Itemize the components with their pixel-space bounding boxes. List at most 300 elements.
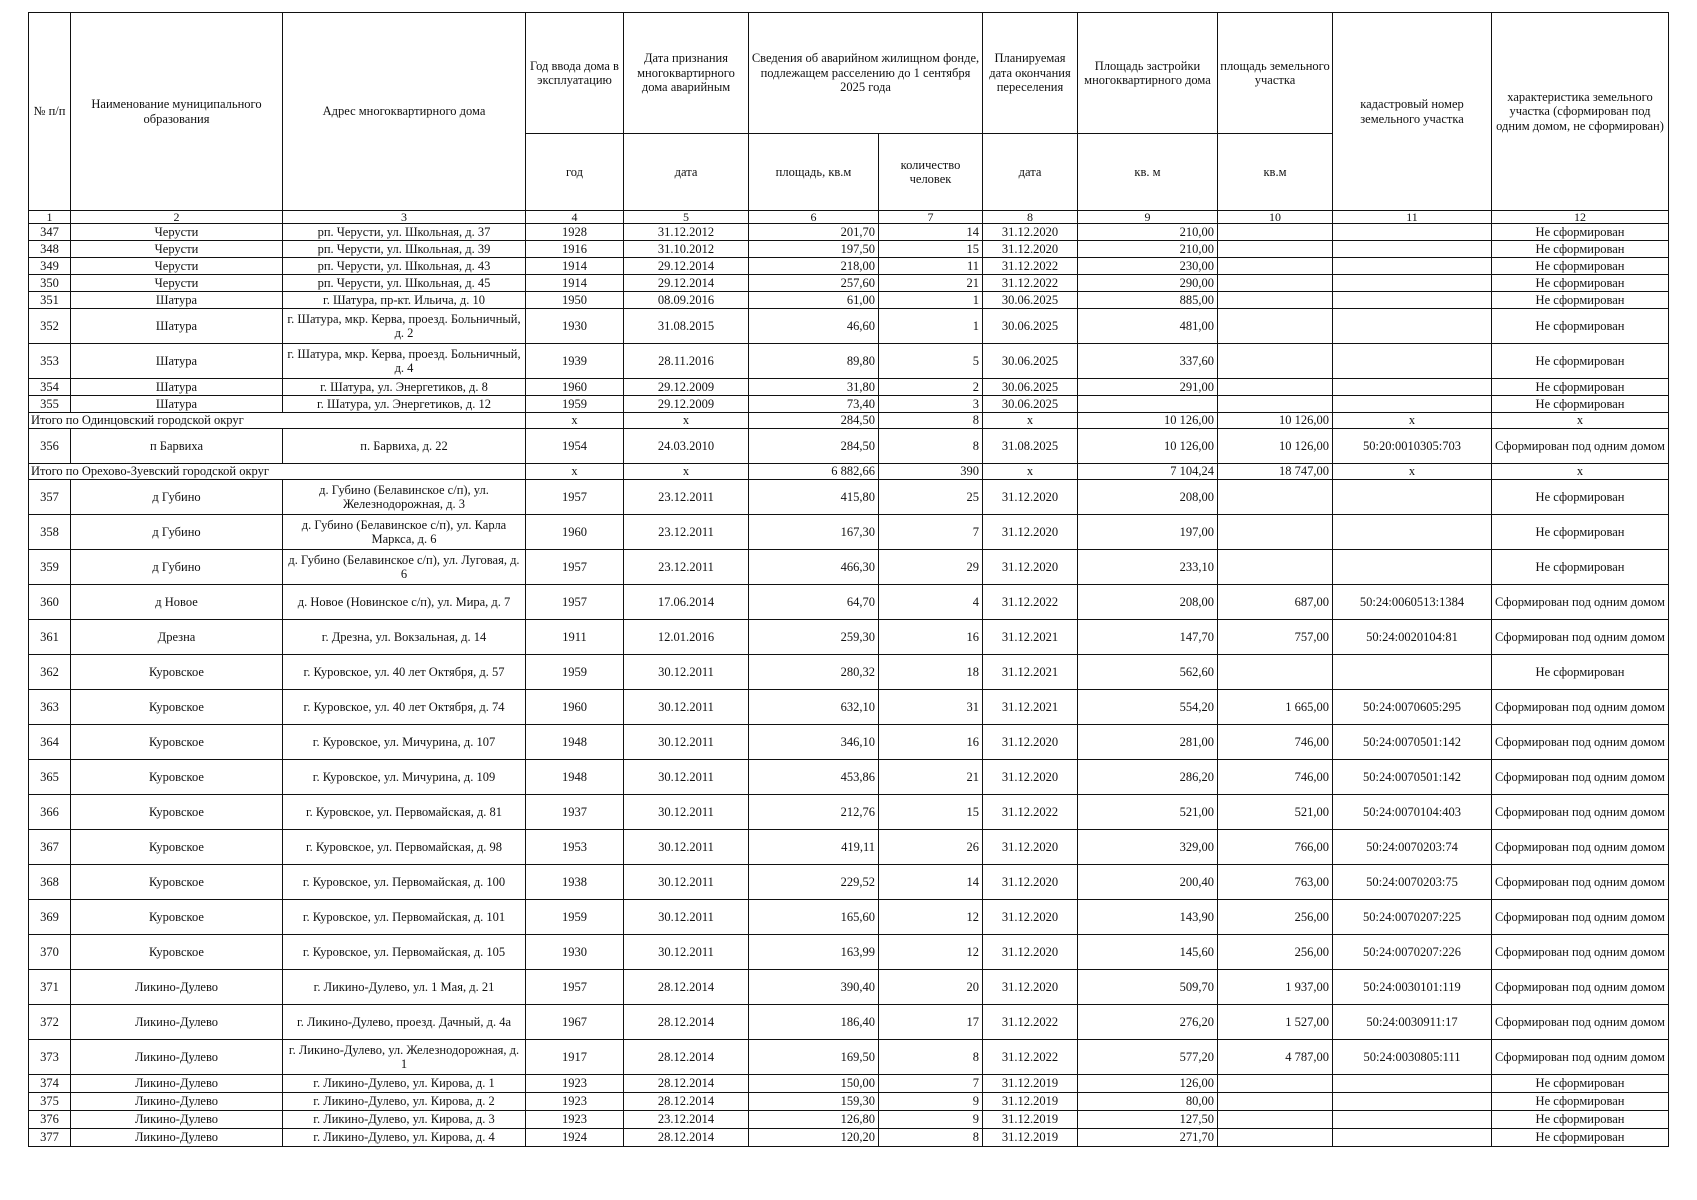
cell-people-count: 15 [879,241,983,258]
cell-emergency-date: 23.12.2014 [624,1111,749,1129]
header-land-characteristic: характеристика земельного участка (сформирован под одним домом, не сформирован) [1492,13,1669,211]
cell-people-count: 26 [879,830,983,865]
cell-people-count: 15 [879,795,983,830]
subtotal-emergency-date: x [624,413,749,429]
cell-cadastral-number [1333,655,1492,690]
cell-land-area: 766,00 [1218,830,1333,865]
header-cadastral-number: кадастровый номер земельного участка [1333,13,1492,211]
cell-row-number: 373 [29,1040,71,1075]
cell-people-count: 1 [879,292,983,309]
cell-people-count: 7 [879,515,983,550]
cell-row-number: 376 [29,1111,71,1129]
cell-municipality: Дрезна [71,620,283,655]
column-number: 11 [1333,211,1492,224]
cell-cadastral-number: 50:24:0060513:1384 [1333,585,1492,620]
table-row [29,480,1669,515]
cell-people-count: 7 [879,1075,983,1093]
cell-municipality: Шатура [71,396,283,413]
cell-municipality: Куровское [71,760,283,795]
cell-land-area [1218,241,1333,258]
header-address: Адрес многоквартирного дома [283,13,526,211]
header-planned-date: Планируемая дата окончания переселения [983,13,1078,134]
cell-planned-date: 31.12.2022 [983,585,1078,620]
table-row [29,865,1669,900]
cell-land-area [1218,1075,1333,1093]
cell-cadastral-number: 50:24:0070203:74 [1333,830,1492,865]
cell-emergency-area: 419,11 [749,830,879,865]
cell-people-count: 1 [879,309,983,344]
cell-people-count: 20 [879,970,983,1005]
cell-year-built: 1957 [526,585,624,620]
cell-municipality: Куровское [71,865,283,900]
cell-building-area: 10 126,00 [1078,429,1218,464]
cell-address: рп. Черусти, ул. Школьная, д. 37 [283,224,526,241]
table-row [29,970,1669,1005]
cell-land-characteristic: Сформирован под одним домом [1492,900,1669,935]
cell-emergency-date: 28.12.2014 [624,1040,749,1075]
cell-emergency-date: 30.12.2011 [624,725,749,760]
column-number: 3 [283,211,526,224]
cell-emergency-area: 229,52 [749,865,879,900]
cell-people-count: 17 [879,1005,983,1040]
table-row [29,344,1669,379]
cell-cadastral-number [1333,1093,1492,1111]
column-number: 12 [1492,211,1669,224]
cell-building-area [1078,396,1218,413]
cell-emergency-area: 201,70 [749,224,879,241]
cell-cadastral-number: 50:24:0020104:81 [1333,620,1492,655]
cell-address: рп. Черусти, ул. Школьная, д. 39 [283,241,526,258]
cell-year-built: 1948 [526,760,624,795]
cell-year-built: 1957 [526,970,624,1005]
header-year-built: Год ввода дома в эксплуатацию [526,13,624,134]
cell-year-built: 1960 [526,379,624,396]
cell-municipality: п Барвиха [71,429,283,464]
cell-emergency-date: 30.12.2011 [624,795,749,830]
subtotal-building-area: 7 104,24 [1078,464,1218,480]
cell-row-number: 350 [29,275,71,292]
cell-emergency-area: 31,80 [749,379,879,396]
cell-emergency-date: 30.12.2011 [624,935,749,970]
cell-year-built: 1923 [526,1111,624,1129]
subheader-people: количество человек [879,134,983,211]
cell-address: д. Губино (Белавинское с/п), ул. Карла Маркса, д. 6 [283,515,526,550]
cell-people-count: 12 [879,935,983,970]
cell-row-number: 377 [29,1129,71,1147]
cell-emergency-date: 23.12.2011 [624,550,749,585]
cell-year-built: 1930 [526,935,624,970]
cell-emergency-area: 150,00 [749,1075,879,1093]
cell-emergency-area: 284,50 [749,429,879,464]
cell-land-characteristic: Не сформирован [1492,480,1669,515]
cell-row-number: 358 [29,515,71,550]
table-row [29,655,1669,690]
cell-address: г. Куровское, ул. Первомайская, д. 100 [283,865,526,900]
column-number: 4 [526,211,624,224]
cell-row-number: 368 [29,865,71,900]
cell-land-area: 1 527,00 [1218,1005,1333,1040]
cell-municipality: д Губино [71,550,283,585]
cell-municipality: Шатура [71,344,283,379]
table-row [29,429,1669,464]
cell-emergency-area: 120,20 [749,1129,879,1147]
cell-planned-date: 31.12.2020 [983,550,1078,585]
cell-people-count: 12 [879,900,983,935]
cell-row-number: 352 [29,309,71,344]
cell-emergency-date: 30.12.2011 [624,760,749,795]
header-land-area: площадь земельного участка [1218,13,1333,134]
cell-cadastral-number: 50:24:0070104:403 [1333,795,1492,830]
cell-land-area [1218,292,1333,309]
cell-planned-date: 30.06.2025 [983,379,1078,396]
cell-emergency-date: 30.12.2011 [624,830,749,865]
cell-land-characteristic: Сформирован под одним домом [1492,725,1669,760]
cell-year-built: 1916 [526,241,624,258]
cell-row-number: 347 [29,224,71,241]
cell-emergency-area: 126,80 [749,1111,879,1129]
cell-land-characteristic: Не сформирован [1492,655,1669,690]
cell-year-built: 1957 [526,480,624,515]
cell-land-area: 757,00 [1218,620,1333,655]
cell-municipality: Куровское [71,935,283,970]
cell-emergency-date: 23.12.2011 [624,515,749,550]
cell-planned-date: 31.12.2020 [983,241,1078,258]
cell-row-number: 367 [29,830,71,865]
cell-land-area [1218,1111,1333,1129]
table-row [29,275,1669,292]
cell-address: г. Куровское, ул. 40 лет Октября, д. 74 [283,690,526,725]
cell-cadastral-number: 50:24:0070501:142 [1333,725,1492,760]
subheader-area: площадь, кв.м [749,134,879,211]
cell-cadastral-number [1333,1111,1492,1129]
cell-people-count: 8 [879,1129,983,1147]
cell-planned-date: 31.12.2020 [983,515,1078,550]
cell-people-count: 25 [879,480,983,515]
cell-address: г. Ликино-Дулево, ул. 1 Мая, д. 21 [283,970,526,1005]
cell-land-characteristic: Не сформирован [1492,258,1669,275]
cell-land-area [1218,1129,1333,1147]
cell-municipality: Куровское [71,795,283,830]
cell-municipality: Ликино-Дулево [71,1111,283,1129]
cell-planned-date: 30.06.2025 [983,309,1078,344]
cell-land-characteristic: Не сформирован [1492,1093,1669,1111]
cell-municipality: Куровское [71,830,283,865]
cell-municipality: Шатура [71,379,283,396]
subtotal-emergency-area: 284,50 [749,413,879,429]
cell-land-characteristic: Сформирован под одним домом [1492,830,1669,865]
cell-emergency-date: 28.12.2014 [624,970,749,1005]
cell-emergency-area: 415,80 [749,480,879,515]
cell-row-number: 365 [29,760,71,795]
cell-cadastral-number: 50:24:0070501:142 [1333,760,1492,795]
table-row [29,396,1669,413]
cell-year-built: 1959 [526,900,624,935]
cell-planned-date: 31.08.2025 [983,429,1078,464]
cell-year-built: 1937 [526,795,624,830]
cell-land-characteristic: Сформирован под одним домом [1492,585,1669,620]
cell-building-area: 126,00 [1078,1075,1218,1093]
table-row [29,690,1669,725]
cell-building-area: 481,00 [1078,309,1218,344]
cell-land-area: 1 665,00 [1218,690,1333,725]
cell-year-built: 1917 [526,1040,624,1075]
cell-year-built: 1914 [526,258,624,275]
cell-row-number: 369 [29,900,71,935]
cell-address: г. Куровское, ул. Первомайская, д. 81 [283,795,526,830]
header-emergency-date: Дата признания многоквартирного дома аварийным [624,13,749,134]
cell-row-number: 357 [29,480,71,515]
cell-cadastral-number [1333,1075,1492,1093]
table-row [29,1075,1669,1093]
cell-address: г. Ликино-Дулево, ул. Железнодорожная, д. 1 [283,1040,526,1075]
cell-emergency-date: 28.11.2016 [624,344,749,379]
cell-planned-date: 31.12.2019 [983,1129,1078,1147]
cell-building-area: 885,00 [1078,292,1218,309]
cell-cadastral-number [1333,309,1492,344]
cell-people-count: 18 [879,655,983,690]
table-row [29,725,1669,760]
cell-year-built: 1959 [526,655,624,690]
cell-cadastral-number [1333,480,1492,515]
cell-municipality: Ликино-Дулево [71,970,283,1005]
cell-people-count: 21 [879,275,983,292]
subtotal-emergency-date: x [624,464,749,480]
cell-municipality: Шатура [71,309,283,344]
cell-row-number: 353 [29,344,71,379]
cell-emergency-area: 73,40 [749,396,879,413]
subheader-planned-date: дата [983,134,1078,211]
cell-building-area: 337,60 [1078,344,1218,379]
table-row [29,224,1669,241]
cell-emergency-date: 29.12.2009 [624,379,749,396]
subtotal-year-built: x [526,464,624,480]
cell-building-area: 276,20 [1078,1005,1218,1040]
cell-building-area: 554,20 [1078,690,1218,725]
cell-planned-date: 31.12.2019 [983,1111,1078,1129]
cell-address: г. Шатура, мкр. Керва, проезд. Больничный, д. 2 [283,309,526,344]
table-row [29,620,1669,655]
cell-land-area [1218,515,1333,550]
cell-emergency-area: 163,99 [749,935,879,970]
cell-land-area [1218,224,1333,241]
cell-emergency-date: 28.12.2014 [624,1005,749,1040]
cell-municipality: Черусти [71,275,283,292]
cell-municipality: Куровское [71,690,283,725]
cell-building-area: 291,00 [1078,379,1218,396]
cell-year-built: 1924 [526,1129,624,1147]
table-row [29,1111,1669,1129]
cell-people-count: 14 [879,865,983,900]
cell-address: п. Барвиха, д. 22 [283,429,526,464]
cell-cadastral-number: 50:24:0030805:111 [1333,1040,1492,1075]
subtotal-land-area: 10 126,00 [1218,413,1333,429]
cell-cadastral-number [1333,292,1492,309]
cell-people-count: 4 [879,585,983,620]
table-row [29,830,1669,865]
cell-land-area: 763,00 [1218,865,1333,900]
cell-land-characteristic: Не сформирован [1492,275,1669,292]
cell-land-area [1218,550,1333,585]
cell-year-built: 1911 [526,620,624,655]
cell-planned-date: 30.06.2025 [983,396,1078,413]
cell-emergency-date: 30.12.2011 [624,900,749,935]
cell-emergency-area: 280,32 [749,655,879,690]
cell-building-area: 143,90 [1078,900,1218,935]
table-row [29,585,1669,620]
cell-year-built: 1960 [526,690,624,725]
cell-emergency-area: 212,76 [749,795,879,830]
cell-planned-date: 31.12.2020 [983,224,1078,241]
cell-people-count: 9 [879,1093,983,1111]
cell-people-count: 8 [879,429,983,464]
cell-emergency-area: 218,00 [749,258,879,275]
cell-people-count: 29 [879,550,983,585]
cell-row-number: 356 [29,429,71,464]
subtotal-planned-date: x [983,413,1078,429]
cell-address: д. Губино (Белавинское с/п), ул. Луговая, д. 6 [283,550,526,585]
cell-address: г. Ликино-Дулево, проезд. Дачный, д. 4а [283,1005,526,1040]
subheader-land-sqm: кв.м [1218,134,1333,211]
header-building-area: Площадь застройки многоквартирного дома [1078,13,1218,134]
cell-cadastral-number: 50:24:0070203:75 [1333,865,1492,900]
cell-cadastral-number [1333,396,1492,413]
cell-planned-date: 31.12.2022 [983,1040,1078,1075]
cell-land-area: 256,00 [1218,935,1333,970]
cell-planned-date: 31.12.2022 [983,258,1078,275]
cell-cadastral-number [1333,1129,1492,1147]
cell-land-area [1218,344,1333,379]
cell-address: г. Шатура, пр-кт. Ильича, д. 10 [283,292,526,309]
cell-year-built: 1914 [526,275,624,292]
cell-planned-date: 31.12.2019 [983,1093,1078,1111]
cell-emergency-date: 28.12.2014 [624,1075,749,1093]
column-number: 8 [983,211,1078,224]
cell-building-area: 286,20 [1078,760,1218,795]
cell-building-area: 200,40 [1078,865,1218,900]
cell-year-built: 1939 [526,344,624,379]
cell-planned-date: 31.12.2020 [983,830,1078,865]
cell-emergency-date: 31.10.2012 [624,241,749,258]
cell-address: д. Губино (Белавинское с/п), ул. Железнодорожная, д. 3 [283,480,526,515]
cell-emergency-area: 167,30 [749,515,879,550]
cell-municipality: Ликино-Дулево [71,1129,283,1147]
table-header [29,13,1669,224]
cell-land-characteristic: Сформирован под одним домом [1492,865,1669,900]
subtotal-cadastral-number: x [1333,464,1492,480]
table-row [29,379,1669,396]
cell-emergency-area: 159,30 [749,1093,879,1111]
cell-land-characteristic: Не сформирован [1492,379,1669,396]
cell-row-number: 349 [29,258,71,275]
cell-people-count: 5 [879,344,983,379]
cell-land-characteristic: Сформирован под одним домом [1492,935,1669,970]
cell-emergency-area: 169,50 [749,1040,879,1075]
subtotal-year-built: x [526,413,624,429]
cell-year-built: 1928 [526,224,624,241]
cell-municipality: Шатура [71,292,283,309]
cell-planned-date: 31.12.2021 [983,655,1078,690]
cell-municipality: Куровское [71,725,283,760]
cell-address: рп. Черусти, ул. Школьная, д. 45 [283,275,526,292]
cell-land-characteristic: Не сформирован [1492,396,1669,413]
cell-municipality: Ликино-Дулево [71,1005,283,1040]
cell-land-characteristic: Не сформирован [1492,550,1669,585]
cell-planned-date: 31.12.2020 [983,935,1078,970]
emergency-housing-table [28,12,1669,1147]
table-row [29,795,1669,830]
cell-building-area: 208,00 [1078,480,1218,515]
cell-land-area: 687,00 [1218,585,1333,620]
cell-planned-date: 31.12.2020 [983,865,1078,900]
cell-land-area: 1 937,00 [1218,970,1333,1005]
cell-address: г. Шатура, ул. Энергетиков, д. 12 [283,396,526,413]
cell-municipality: Ликино-Дулево [71,1040,283,1075]
cell-year-built: 1948 [526,725,624,760]
table-row [29,550,1669,585]
cell-municipality: Черусти [71,258,283,275]
table-row [29,1129,1669,1147]
subheader-date: дата [624,134,749,211]
cell-building-area: 271,70 [1078,1129,1218,1147]
cell-land-area [1218,480,1333,515]
cell-people-count: 9 [879,1111,983,1129]
cell-cadastral-number: 50:24:0030911:17 [1333,1005,1492,1040]
cell-row-number: 359 [29,550,71,585]
cell-building-area: 197,00 [1078,515,1218,550]
table-row [29,900,1669,935]
cell-land-characteristic: Не сформирован [1492,515,1669,550]
cell-land-characteristic: Сформирован под одним домом [1492,429,1669,464]
cell-cadastral-number [1333,550,1492,585]
table-row [29,1040,1669,1075]
cell-land-characteristic: Сформирован под одним домом [1492,760,1669,795]
subtotal-building-area: 10 126,00 [1078,413,1218,429]
cell-emergency-area: 259,30 [749,620,879,655]
cell-year-built: 1938 [526,865,624,900]
cell-emergency-area: 257,60 [749,275,879,292]
subtotal-cadastral-number: x [1333,413,1492,429]
cell-emergency-area: 89,80 [749,344,879,379]
cell-emergency-date: 31.08.2015 [624,309,749,344]
cell-building-area: 290,00 [1078,275,1218,292]
cell-row-number: 364 [29,725,71,760]
subtotal-row [29,464,1669,480]
column-number: 2 [71,211,283,224]
cell-cadastral-number [1333,224,1492,241]
cell-emergency-date: 17.06.2014 [624,585,749,620]
cell-emergency-date: 28.12.2014 [624,1093,749,1111]
cell-people-count: 2 [879,379,983,396]
cell-emergency-date: 30.12.2011 [624,655,749,690]
subtotal-row [29,413,1669,429]
column-number: 10 [1218,211,1333,224]
cell-land-area: 746,00 [1218,725,1333,760]
cell-year-built: 1950 [526,292,624,309]
cell-building-area: 230,00 [1078,258,1218,275]
header-row-number: № п/п [29,13,71,211]
cell-year-built: 1959 [526,396,624,413]
cell-emergency-area: 466,30 [749,550,879,585]
cell-emergency-date: 30.12.2011 [624,690,749,725]
cell-building-area: 210,00 [1078,224,1218,241]
cell-land-area: 10 126,00 [1218,429,1333,464]
cell-land-characteristic: Не сформирован [1492,344,1669,379]
cell-building-area: 210,00 [1078,241,1218,258]
cell-year-built: 1957 [526,550,624,585]
cell-address: г. Шатура, ул. Энергетиков, д. 8 [283,379,526,396]
cell-address: г. Куровское, ул. Мичурина, д. 107 [283,725,526,760]
column-number-row [29,211,1669,224]
